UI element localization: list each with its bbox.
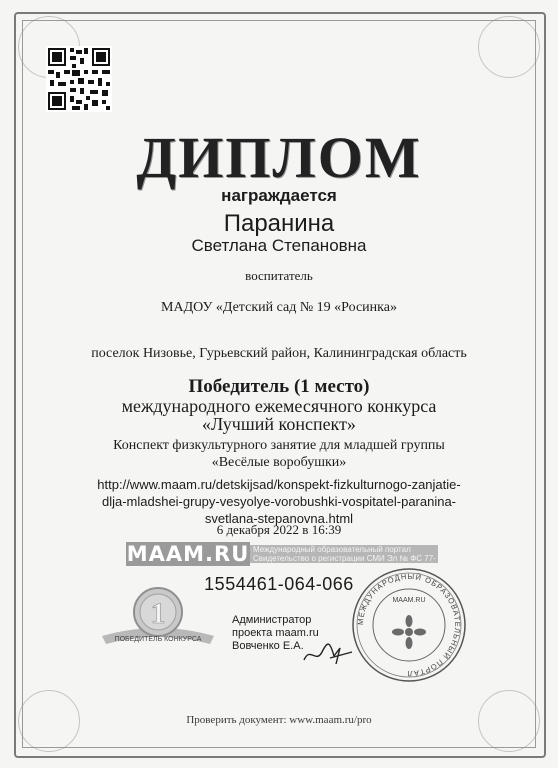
diploma-title: ДИПЛОМ (136, 125, 422, 190)
awarded-label: награждается (221, 186, 337, 205)
recipient-name: Светлана Степановна (191, 236, 367, 255)
qr-code-icon[interactable] (46, 46, 112, 112)
recipient-surname: Паранина (223, 210, 335, 237)
address: поселок Низовье, Гурьевский район, Калининградская область (91, 346, 467, 361)
work-name: «Весёлые воробушки» (211, 455, 347, 470)
issue-date: 6 декабря 2022 в 16:39 (216, 522, 342, 537)
admin-project: проекта maam.ru (232, 627, 319, 639)
logo-tagline-line: Международный образовательный портал (253, 545, 411, 554)
admin-name: Вовченко Е.А. (232, 640, 304, 652)
medal-caption: ПОБЕДИТЕЛЬ КОНКУРСА (114, 636, 202, 643)
logo-tagline (250, 545, 438, 563)
url-line: http://www.maam.ru/detskijsad/konspekt-fizkulturnogo-zanjatie- (97, 477, 461, 492)
winner-medal-icon (98, 584, 218, 646)
registration-number: 1554461-064-066 (204, 574, 354, 594)
maam-logo (126, 542, 438, 566)
medal-number: 1 (150, 597, 166, 630)
stamp-ring-text: МЕЖДУНАРОДНЫЙ ОБРАЗОВАТЕЛЬНЫЙ ПОРТАЛ (355, 571, 463, 679)
admin-role: Администратор (232, 614, 312, 626)
contest-name: «Лучший конспект» (202, 414, 356, 434)
logo-tagline-line: Свидетельство о регистрации СМИ Эл № ФС 77- (253, 554, 436, 563)
corner-ornament (478, 16, 540, 78)
place-award: Победитель (1 место) (188, 376, 370, 397)
stamp-seal-icon (350, 566, 468, 684)
work-description: Конспект физкультурного занятие для младшей группы (113, 438, 445, 453)
verify-document-link[interactable]: Проверить документ: www.maam.ru/pro (186, 714, 372, 726)
publication-url[interactable] (0, 476, 558, 527)
url-line: svetlana-stepanovna.html (204, 511, 354, 526)
logo-text: MAAM.RU (126, 542, 250, 566)
organization: МАДОУ «Детский сад № 19 «Росинка» (161, 300, 397, 315)
recipient-position: воспитатель (245, 268, 313, 283)
url-line: dlja-mladshei-grupy-vesyolye-vorobushki-vospitatel-paranina- (101, 494, 457, 509)
stamp-center-text: MAAM.RU (392, 597, 426, 604)
contest-description: международного ежемесячного конкурса (121, 396, 437, 416)
